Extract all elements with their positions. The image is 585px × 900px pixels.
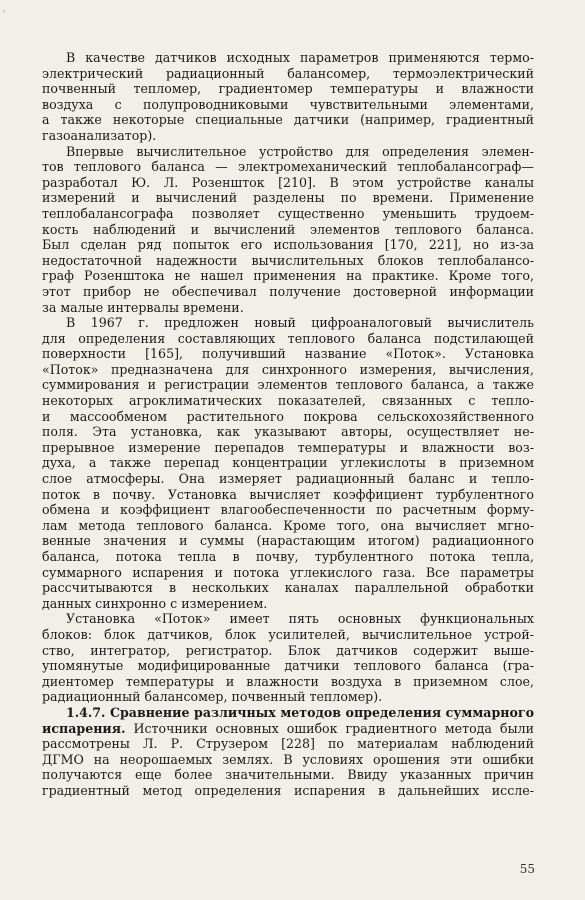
line-text: измерений и вычислений разделены по времени. Применение [42,190,534,206]
text-line [42,440,534,456]
text-line [42,300,534,316]
text-line [42,377,534,393]
text-line [42,736,534,752]
line-text: венные значения и суммы (нарастающим итогом) радиационного [42,533,534,549]
line-text: теплобалансографа позволяет существенно уменьшить трудоем- [42,205,534,221]
section-heading: испарения. [42,720,126,736]
line-text: Впервые вычислительное устройство для определения элемен- [66,143,534,159]
text-line [42,237,534,253]
line-text: блоков: блок датчиков, блок усилителей, вычислительное устрой- [42,626,534,642]
text-line [42,565,534,581]
line-text: суммарного испарения и потока углекислого газа. Все параметры [42,564,534,580]
text-line [42,533,534,549]
text-line [42,50,534,66]
line-text: рассчитываются в нескольких каналах параллельной обработки [42,580,534,596]
text-line [42,175,534,191]
line-text: а также некоторые специальные датчики (например, градиентный [42,112,534,128]
text-line [42,658,534,674]
line-text: почвенный тепломер, градиентомер температуры и влажности [42,81,534,97]
text-line [42,502,534,518]
line-text: ДГМО на неорошаемых землях. В условиях орошения эти ошибки [42,751,534,767]
line-text: В 1967 г. предложен новый цифроаналоговый вычислитель [66,315,534,331]
line-text: тов теплового баланса — электромеханический теплобалансограф— [42,159,534,175]
line-text: недостаточной надежности вычислительных блоков теплобалансо- [42,252,534,268]
line-text: газоанализатор). [42,127,157,143]
text-line [42,549,534,565]
text-line [42,409,534,425]
text-line [42,97,534,113]
section-heading: 1.4.7. Сравнение различных методов определения суммарного [66,704,534,720]
line-text: радиационный балансомер, почвенный тепломер). [42,689,383,705]
text-line [42,689,534,705]
line-text: и массообменом растительного покрова сельскохозяйственного [42,408,534,424]
line-text: Источники основных ошибок градиентного метода были [125,720,534,736]
line-text: граф Розенштока не нашел применения на практике. Кроме того, [42,268,534,284]
line-text: поля. Эта установка, как указывают авторы, осуществляет не- [42,424,534,440]
text-line [42,362,534,378]
line-text: данных синхронно с измерением. [42,595,268,611]
line-text: поверхности [165], получивший название «Поток». Установка [42,346,534,362]
line-text: за малые интервалы времени. [42,299,244,315]
line-text: разработал Ю. Л. Розеншток [210]. В этом устройстве каналы [42,174,534,190]
text-line [42,190,534,206]
text-line [42,611,534,627]
line-text: Был сделан ряд попыток его использования [170, 221], но из-за [42,237,534,253]
page-number: 55 [519,862,535,876]
line-text: упомянутые модифицированные датчики теплового баланса (гра- [42,658,534,674]
line-text: получаются еще более значительными. Ввиду указанных причин [42,767,534,783]
text-line [42,112,534,128]
line-text: для определения составляющих теплового баланса подстилающей [42,330,534,346]
text-line [42,393,534,409]
line-text: «Поток» предназначена для синхронного измерения, вычисления, [42,361,534,377]
text-line [42,144,534,160]
text-line [42,315,534,331]
text-line [42,159,534,175]
text-line [42,455,534,471]
text-line [42,268,534,284]
line-text: диентомер температуры и влажности воздуха в приземном слое, [42,673,534,689]
line-text: некоторых агроклиматических показателей, связанных с тепло- [42,393,534,409]
text-line [42,331,534,347]
line-text: кость наблюдений и вычислений элементов теплового баланса. [42,221,534,237]
body-text [42,50,534,799]
text-line [42,767,534,783]
text-line [42,487,534,503]
text-line [42,346,534,362]
text-line [42,81,534,97]
text-line [42,284,534,300]
text-line [42,643,534,659]
text-line [42,721,534,737]
text-line [42,253,534,269]
text-line [42,424,534,440]
line-text: суммирования и регистрации элементов теплового баланса, а также [42,377,534,393]
line-text: баланса, потока тепла в почву, турбулентного потока тепла, [42,549,534,564]
text-line [42,471,534,487]
text-line [42,752,534,768]
line-text: духа, а также перепад концентрации углекислоты в приземном [42,455,534,471]
line-text: Установка «Поток» имеет пять основных функциональных [66,611,534,627]
line-text: воздуха с полупроводниковыми чувствительными элементами, [42,96,534,112]
text-line [42,66,534,82]
text-line [42,705,534,721]
line-text: В качестве датчиков исходных параметров применяются термо- [66,50,534,65]
text-line [42,206,534,222]
text-line [42,783,534,799]
text-line [42,518,534,534]
line-text: поток в почву. Установка вычисляет коэффициент турбулентного [42,486,534,502]
text-line [42,674,534,690]
text-line [42,128,534,144]
text-line [42,627,534,643]
line-text: обмена и коэффициент влагообеспеченности по расчетным форму- [42,502,534,518]
line-text: ство, интегратор, регистратор. Блок датчиков содержит выше- [42,642,534,658]
line-text: градиентный метод определения испарения в дальнейших иссле- [42,782,534,798]
line-text: лам метода теплового баланса. Кроме того, она вычисляет мгно- [42,517,534,533]
line-text: электрический радиационный балансомер, термоэлектрический [42,65,534,81]
line-text: прерывное измерение перепадов температуры и влажности воз- [42,439,534,455]
line-text: рассмотрены Л. Р. Струзером [228] по материалам наблюдений [42,736,534,752]
line-text: этот прибор не обеспечивал получение достоверной информации [42,283,534,299]
text-line [42,596,534,612]
text-line [42,580,534,596]
text-line [42,222,534,238]
line-text: слое атмосферы. Она измеряет радиационный баланс и тепло- [42,471,534,487]
corner-mark: ◦ [2,8,7,16]
